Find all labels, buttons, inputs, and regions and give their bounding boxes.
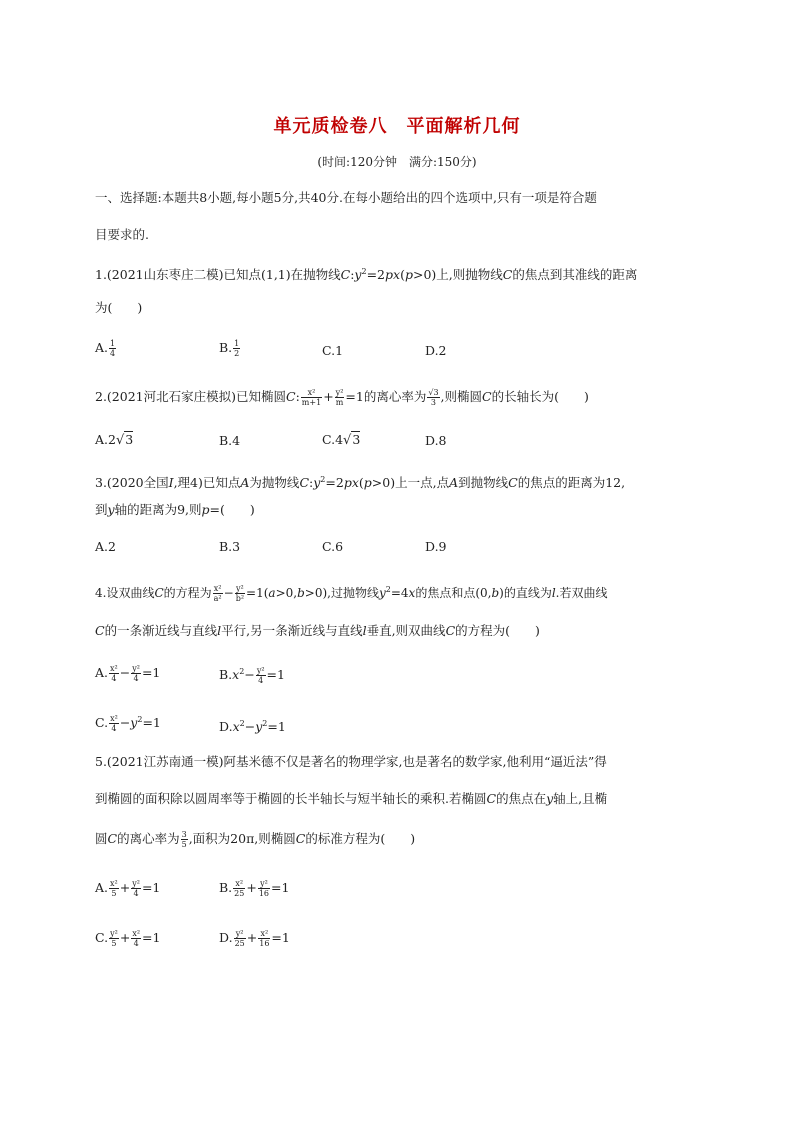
option-3c: C.6 [322,539,344,554]
q5-text: =1 [142,930,161,945]
q3-var: A [449,475,459,491]
denominator: b² [235,594,245,603]
option-4a [95,664,160,683]
numerator: y² [234,929,246,939]
q4-text: 的方程为( ) [455,623,540,638]
operator: − [244,667,255,683]
q2-text: ,则椭圆 [440,389,483,404]
fraction [256,666,266,685]
q4-text: =1 [266,667,285,683]
q3-var: C [508,475,518,491]
q4-var: y [130,715,138,731]
q5-text: =1 [271,880,290,895]
q4-var: l [551,586,556,600]
option-2a [95,432,133,449]
fraction [233,879,245,898]
page-title: 单元质检卷八 平面解析几何 [273,116,521,137]
q4-text: =4 [390,586,409,600]
operator: + [323,389,334,404]
operator: + [119,930,131,945]
q1-var: C [340,267,351,283]
option-label: B. [219,880,233,895]
option-3d: D.9 [425,539,447,554]
q4-var: y [378,586,386,600]
q2-text: =1的离心率为 [345,389,427,404]
exam-info: (时间:120分钟 满分:150分) [317,155,477,169]
numerator: x² [110,714,118,724]
q3-exp: 2 [320,475,326,484]
numerator: x² [258,929,270,939]
q1-var: px [385,267,401,283]
q1-text: =2 [366,267,386,283]
operator: − [223,586,234,600]
q5-text: =1 [271,930,290,945]
q3-text: ,理4)已知点 [173,475,241,491]
question-4-cont [95,623,540,639]
question-1-cont: 为( ) [95,300,143,315]
option-5a [95,879,160,898]
numerator: y² [110,929,118,938]
numerator: y² [335,388,344,397]
option-3b: B.3 [219,539,241,554]
option-2c [322,432,360,449]
q2-text: : [295,389,300,404]
q4-var: l [217,623,222,638]
section-heading-cont: 目要求的. [95,227,149,242]
option-2d: D.8 [425,433,447,448]
denominator: 25 [234,889,245,898]
question-4 [95,582,608,603]
q4-var: y [255,719,263,735]
q4-text: >0, [275,586,298,600]
q3-var: Ⅰ [168,475,174,491]
option-label: B. [219,340,233,355]
q1-text: 1.(2021山东枣庄二模)已知点(1,1)在抛物线 [95,267,341,283]
fraction [258,929,270,948]
denominator: 4 [111,724,117,734]
q2-text: 2.(2021河北石家庄模拟)已知椭圆 [95,389,286,404]
q3-text: 3.(2020全国 [95,475,169,491]
section-heading: 一、选择题:本题共8小题,每小题5分,共40分.在每小题给出的四个选项中,只有一项是符合题 [95,190,597,205]
numerator: y² [236,584,244,593]
denominator: a² [213,594,222,603]
numerator: y² [132,879,140,888]
q4-text: 4.设双曲线 [95,586,155,600]
denominator: 5 [111,889,117,898]
option-label: A. [95,340,109,355]
fraction [109,664,119,683]
q4-text: 垂直,则双曲线 [366,623,446,638]
q1-text: >0)上,则抛物线 [412,267,503,283]
q4-text: >0),过抛物线 [304,586,379,600]
denominator: 4 [110,349,116,358]
numerator: y² [258,879,270,889]
q4-var: C [95,623,105,638]
numerator: x² [132,929,141,938]
q4-exp: 2 [385,585,391,594]
q4-text: =1 [267,719,286,735]
fraction [131,664,141,683]
question-5-cont [95,791,607,807]
denominator: m+1 [301,398,322,407]
fraction [181,830,188,849]
q5-text: =1 [141,880,161,895]
q5-var: C [486,791,497,806]
q3-text: =2 [325,475,344,491]
denominator: 4 [133,939,139,948]
numerator: 1 [110,339,116,348]
q4-var: x [232,719,240,735]
denominator: 4 [133,889,139,898]
q3-text: 轴的距离为9,则 [114,502,202,517]
option-label: A. [95,665,109,680]
numerator: x² [301,388,322,398]
q4-text: =1 [142,715,161,731]
q2-var: C [286,389,296,404]
numerator: 1 [234,339,240,348]
option-label: C.4 [322,432,344,447]
q1-text: ( [400,267,405,283]
q3-var: y [107,502,115,517]
q5-text: 的标准方程为( ) [305,831,416,846]
q1-text: : [350,267,355,283]
fraction [109,714,119,733]
q4-text: )的直线为 [499,586,552,600]
q1-var: y [354,267,362,283]
option-5d [219,929,290,948]
sqrt-sign: √ [115,433,125,448]
q4-var: l [362,623,367,638]
q3-text: >0)上一点,点 [371,475,450,491]
radicand: 3 [352,432,361,447]
q3-text: 的焦点的距离为12, [517,475,626,491]
q3-var: C [299,475,310,491]
q3-var: A [240,475,250,491]
q4-text: .若双曲线 [555,586,608,600]
q4-var: C [154,586,164,600]
q5-text: 圆 [95,831,108,846]
operator: + [119,880,131,895]
operator: − [119,715,131,731]
fraction [213,584,223,603]
option-1a [95,339,117,358]
numerator: x² [233,879,245,889]
option-1d: D.2 [425,343,447,358]
denominator: 25 [234,939,245,948]
numerator: x² [110,664,118,673]
q5-var: C [107,831,118,846]
q4-exp: 2 [239,719,245,728]
fraction [258,879,270,898]
q3-var: p [201,502,210,517]
q5-text: 轴上,且椭 [553,791,608,806]
q1-exp: 2 [361,267,367,276]
question-3-cont [95,502,255,518]
numerator: y² [256,666,265,676]
option-label: D. [219,930,233,945]
q3-text: : [309,475,314,491]
q1-var: C [502,267,513,283]
sqrt-sign: √ [343,433,352,448]
option-label: D. [219,719,233,735]
fraction [301,388,322,407]
question-3 [95,472,625,491]
q4-exp: 2 [137,715,143,724]
denominator: 3 [430,398,436,407]
q4-text: 的方程为 [163,586,212,600]
q3-var: px [343,475,359,491]
fraction [109,879,119,898]
q3-text: 到 [95,502,108,517]
q3-text: =( ) [209,502,255,517]
radicand: 3 [125,432,134,447]
q4-text: 的一条渐近线与直线 [104,623,218,638]
q5-text: 的离心率为 [117,831,180,846]
denominator: 4 [111,674,117,683]
option-4d [219,716,286,735]
fraction [235,584,245,603]
denominator: 5 [111,939,117,948]
option-label: C. [95,715,109,731]
question-2 [95,388,589,407]
option-label: B. [219,667,233,683]
q4-var: b [491,586,500,600]
q3-text: 到抛物线 [458,475,509,491]
q5-text: 到椭圆的面积除以圆周率等于椭圆的长半轴长与短半轴长的乘积.若椭圆 [95,791,487,806]
fraction [131,929,141,948]
q3-var: y [313,475,321,491]
numerator: x² [110,879,118,888]
q5-text: 的焦点在 [496,791,547,806]
option-4c [95,712,161,733]
denominator: 4 [133,674,139,683]
option-4b [219,664,285,685]
q4-var: C [445,623,456,638]
q4-text: 平行,另一条渐近线与直线 [221,623,363,638]
q1-text: 的焦点到其准线的距离 [512,267,638,283]
denominator: 16 [258,889,270,898]
q2-var: C [482,389,492,404]
denominator: 16 [259,939,270,948]
question-5: 5.(2021江苏南通一模)阿基米德不仅是著名的物理学家,也是著名的数学家,他利用“逼近法”得 [95,754,607,769]
option-label: A. [95,880,109,895]
operator: + [246,930,258,945]
q4-text: =1 [141,665,161,680]
q4-exp: 2 [262,719,268,728]
q4-var: x [408,586,416,600]
q4-text: =1( [246,586,269,600]
fraction [233,339,240,358]
option-label: A.2 [95,432,116,447]
denominator: 2 [234,349,240,358]
fraction [109,929,119,948]
q2-text: 的长轴长为( ) [491,389,589,404]
q4-exp: 2 [239,667,245,676]
q3-var: p [363,475,372,491]
q3-text: 为抛物线 [249,475,300,491]
denominator: 5 [181,840,187,849]
option-1c: C.1 [322,343,344,358]
numerator: x² [213,584,222,593]
fraction [109,339,116,358]
numerator: 3 [181,830,187,839]
fraction [335,388,345,407]
q5-var: C [295,831,306,846]
denominator: 4 [258,676,264,686]
q4-text: 的焦点和点(0, [415,586,492,600]
numerator: √3 [428,388,439,397]
operator: − [244,719,256,735]
option-3a: A.2 [95,539,116,554]
q1-var: p [404,267,413,283]
fraction [234,929,246,948]
operator: + [246,880,257,895]
operator: − [119,665,131,680]
question-1 [95,264,637,283]
q5-text: ,面积为20π,则椭圆 [188,831,296,846]
option-2b: B.4 [219,433,241,448]
option-5b [219,879,289,898]
q4-var: b [297,586,305,600]
q5-var: y [546,791,554,806]
q4-var: x [232,667,240,683]
fraction [131,879,141,898]
q4-var: a [268,586,276,600]
option-label: C. [95,930,109,945]
numerator: y² [132,664,140,673]
q3-text: ( [358,475,364,491]
option-5c [95,929,160,948]
fraction [427,388,439,407]
option-1b [219,339,241,358]
question-5-cont2 [95,830,415,849]
denominator: m [335,398,344,407]
